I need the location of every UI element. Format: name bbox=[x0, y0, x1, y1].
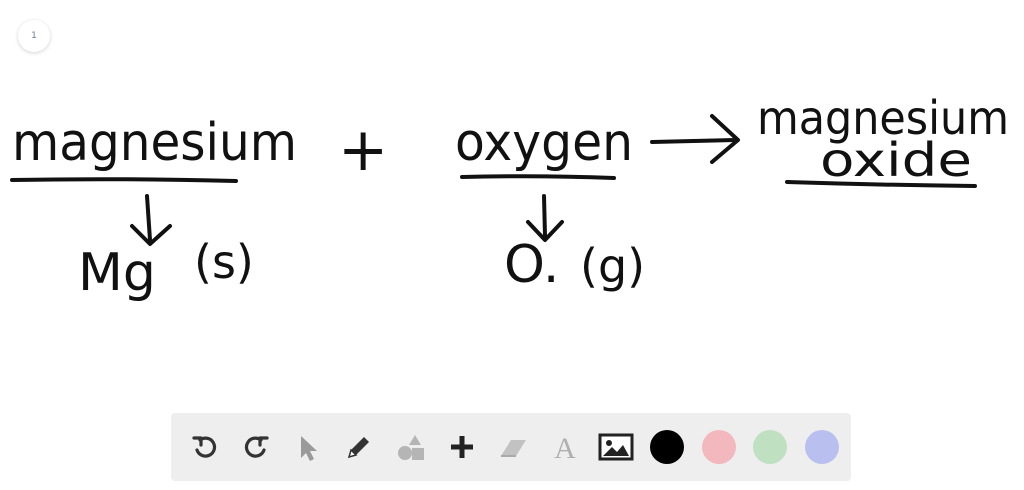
pointer-tool-button[interactable] bbox=[286, 425, 330, 469]
reactant1-text: magnesium bbox=[12, 113, 297, 173]
eraser-tool-button[interactable] bbox=[491, 425, 535, 469]
text-tool-icon bbox=[550, 432, 580, 462]
redo-icon bbox=[241, 432, 271, 462]
color-swatch-black[interactable] bbox=[646, 425, 690, 469]
add-button[interactable] bbox=[440, 425, 484, 469]
page-number: 1 bbox=[31, 31, 37, 41]
color-dot-black bbox=[650, 430, 684, 464]
reactant2-text: oxygen bbox=[455, 113, 633, 173]
shapes-tool-button[interactable] bbox=[389, 425, 433, 469]
redo-button[interactable] bbox=[234, 425, 278, 469]
down-arrow-oxygen bbox=[528, 196, 562, 240]
undo-button[interactable] bbox=[183, 425, 227, 469]
product-line1-text: magnesium bbox=[757, 91, 1009, 145]
pointer-icon bbox=[293, 432, 323, 462]
eraser-icon bbox=[497, 432, 529, 462]
pen-icon bbox=[344, 432, 374, 462]
color-dot-green bbox=[753, 430, 787, 464]
plus-sign: + bbox=[338, 115, 389, 185]
color-swatch-blue[interactable] bbox=[800, 425, 844, 469]
text-tool-button[interactable] bbox=[543, 425, 587, 469]
down-arrow-magnesium bbox=[132, 196, 170, 244]
drawing-toolbar bbox=[171, 413, 851, 481]
text-tool-glyph: A bbox=[553, 432, 576, 462]
color-swatch-pink[interactable] bbox=[697, 425, 741, 469]
symbol1-base: Mg bbox=[78, 243, 156, 303]
symbol1-state: (s) bbox=[194, 235, 254, 289]
color-dot-blue bbox=[805, 430, 839, 464]
color-swatch-green[interactable] bbox=[748, 425, 792, 469]
pen-tool-button[interactable] bbox=[337, 425, 381, 469]
color-dot-pink bbox=[702, 430, 736, 464]
undo-icon bbox=[190, 432, 220, 462]
plus-icon bbox=[447, 432, 477, 462]
reaction-arrow bbox=[652, 116, 738, 162]
image-icon bbox=[598, 432, 634, 462]
shapes-icon bbox=[394, 432, 428, 462]
underline-reactant1 bbox=[12, 179, 236, 181]
image-tool-button[interactable] bbox=[594, 425, 638, 469]
product-line2-text: oxide bbox=[820, 133, 972, 187]
symbol2-base: O. bbox=[504, 235, 560, 295]
underline-reactant2 bbox=[462, 176, 614, 178]
symbol2-state: (g) bbox=[580, 239, 646, 293]
